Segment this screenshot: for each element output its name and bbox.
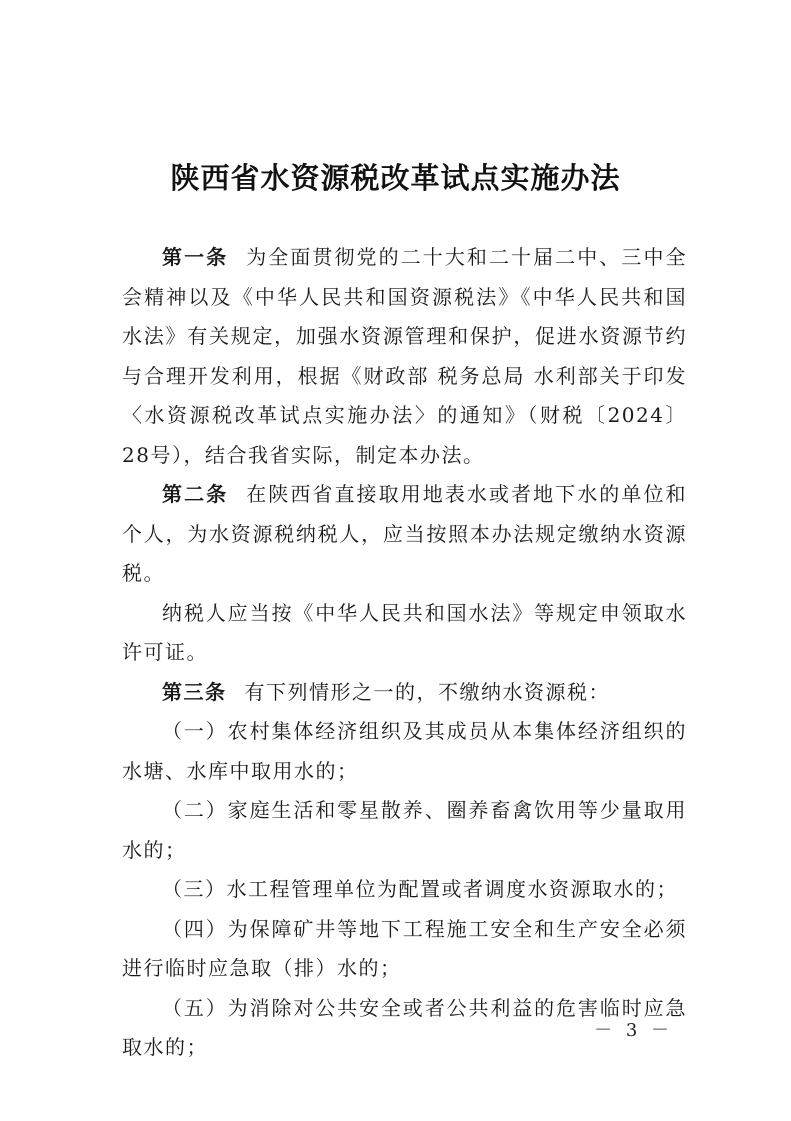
article-1-text: 为全面贯彻党的二十大和二十届二中、三中全会精神以及《中华人民共和国资源税法》《中华人民共和国水法》有关规定，加强水资源管理和保护，促进水资源节约与合理开发利用，根据《财政部 税务总局 水利部关于印发〈水资源税改革试点实施办法〉的通知》（财税〔2024〕28号），结合我省实际，制定本办法。 — [122, 245, 688, 467]
article-3-paragraph — [122, 673, 687, 713]
article-2-paragraph — [122, 475, 687, 594]
article-3-item-5-text: （五）为消除对公共安全或者公共利益的危害临时应急取水的； — [122, 995, 687, 1059]
article-3-item-2-text: （二）家庭生活和零星散养、圈养畜禽饮用等少量取用水的； — [122, 798, 687, 862]
article-3-item-1 — [122, 712, 687, 791]
article-1-label: 第一条 — [162, 245, 229, 269]
article-3-item-2 — [122, 791, 687, 870]
article-2-label: 第二条 — [162, 482, 229, 506]
article-3-item-4 — [122, 910, 687, 989]
article-3-item-3 — [122, 870, 687, 910]
article-2-subparagraph — [122, 594, 687, 673]
article-2-text: 在陕西省直接取用地表水或者地下水的单位和个人，为水资源税纳税人，应当按照本办法规定缴纳水资源税。 — [122, 482, 688, 585]
article-2-subparagraph-text: 纳税人应当按《中华人民共和国水法》等规定申领取水许可证。 — [122, 600, 687, 664]
article-3-text: 有下列情形之一的，不缴纳水资源税： — [244, 679, 610, 704]
article-3-item-4-text: （四）为保障矿井等地下工程施工安全和生产安全必须进行临时应急取（排）水的； — [122, 916, 687, 980]
page-number: － 3 － — [594, 1020, 673, 1041]
article-1-paragraph — [122, 238, 687, 475]
document-body — [122, 238, 687, 1068]
article-3-item-1-text: （一）农村集体经济组织及其成员从本集体经济组织的水塘、水库中取用水的； — [122, 719, 687, 783]
document-title: 陕西省水资源税改革试点实施办法 — [170, 161, 621, 195]
article-3-label: 第三条 — [162, 679, 227, 704]
article-3-item-3-text: （三）水工程管理单位为配置或者调度水资源取水的； — [162, 877, 678, 901]
